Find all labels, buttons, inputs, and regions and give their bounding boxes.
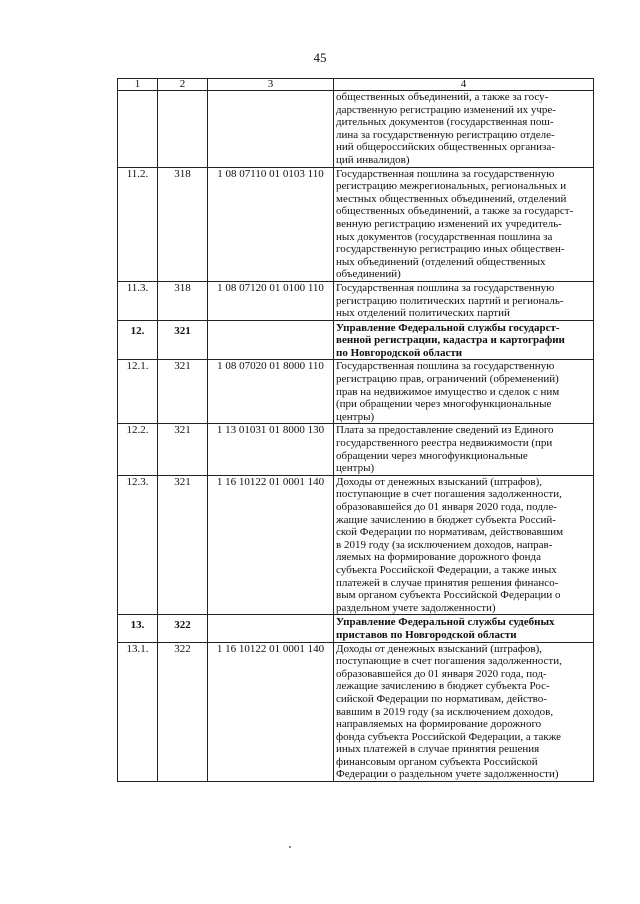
admin-code: 321 — [158, 320, 208, 360]
description-line: Государственная пошлина за государственную — [336, 167, 555, 180]
description-line: ской Федерации по нормативам, действовавшим — [336, 526, 564, 539]
description-line: (при обращении через многофункциональные — [336, 398, 552, 411]
table-section-row — [118, 615, 594, 642]
budget-revenue-table — [117, 78, 594, 782]
description-line: жащие зачислению в бюджет субъекта Россий- — [336, 513, 556, 526]
description-line: образовавшейся до 01 января 2020 года, под- — [336, 667, 547, 680]
budget-classification-code: 1 08 07120 01 0100 110 — [208, 281, 334, 320]
table-section-row — [118, 320, 594, 360]
row-number: 11.3. — [118, 281, 158, 320]
description-line: государственного реестра недвижимости (при — [336, 437, 553, 450]
scan-speck — [289, 846, 291, 848]
description-line: дительных документов (государственная пош- — [336, 116, 554, 129]
row-description — [334, 615, 594, 642]
admin-code: 321 — [158, 475, 208, 615]
row-number: 13. — [118, 615, 158, 642]
description-line: ляемых на формирование дорожного фонда — [336, 551, 541, 564]
description-line: ций инвалидов) — [336, 153, 410, 166]
description-line: вым органом субъекта Российской Федерации о — [336, 589, 561, 602]
row-number: 11.2. — [118, 167, 158, 281]
description-line: поступающие в счет погашения задолженности, — [336, 488, 562, 501]
description-line: государственную регистрацию иных обществен- — [336, 243, 565, 256]
table-row — [118, 424, 594, 475]
column-header: 3 — [208, 79, 334, 91]
column-header: 1 — [118, 79, 158, 91]
description-line: ных документов (государственная пошлина за — [336, 230, 553, 243]
row-description — [334, 320, 594, 360]
row-description — [334, 424, 594, 475]
description-line: ных объединений (отделений общественных — [336, 255, 546, 268]
admin-code: 318 — [158, 281, 208, 320]
budget-classification-code — [208, 320, 334, 360]
description-line: сийской Федерации по нормативам, действо- — [336, 692, 547, 705]
description-line: центры) — [336, 410, 375, 423]
budget-classification-code: 1 13 01031 01 8000 130 — [208, 424, 334, 475]
budget-classification-code: 1 16 10122 01 0001 140 — [208, 475, 334, 615]
description-line: объединений) — [336, 268, 401, 281]
description-line: обращении через многофункциональные — [336, 449, 528, 462]
admin-code: 322 — [158, 642, 208, 782]
column-header: 2 — [158, 79, 208, 91]
description-line: регистрацию политических партий и региональ- — [336, 294, 564, 307]
admin-code — [158, 91, 208, 168]
table-row — [118, 91, 594, 168]
column-header: 4 — [334, 79, 594, 91]
row-number: 12.1. — [118, 360, 158, 424]
row-number: 13.1. — [118, 642, 158, 782]
description-line: по Новгородской области — [336, 346, 463, 359]
description-line: вавшим в 2019 году (за исключением доходов, — [336, 705, 554, 718]
description-line: Плата за предоставление сведений из Единого — [336, 424, 554, 437]
budget-classification-code: 1 16 10122 01 0001 140 — [208, 642, 334, 782]
description-line: направляемых на формирование дорожного — [336, 718, 542, 731]
table-row — [118, 167, 594, 281]
table-row — [118, 281, 594, 320]
row-number — [118, 91, 158, 168]
table-body — [118, 91, 594, 782]
description-line: лежащие зачислению в бюджет субъекта Рос- — [336, 680, 550, 693]
description-line: фонда субъекта Российской Федерации, а также — [336, 730, 562, 743]
description-line: иных платежей в случае принятия решения — [336, 743, 540, 756]
description-line: Управление Федеральной службы судебных — [336, 616, 555, 629]
row-description — [334, 475, 594, 615]
description-line: регистрацию межрегиональных, региональных и — [336, 180, 567, 193]
budget-classification-code — [208, 91, 334, 168]
description-line: общественных объединений, а также за госу- — [336, 91, 549, 103]
description-line: раздельном учете задолженности) — [336, 601, 496, 614]
description-line: Государственная пошлина за государственную — [336, 360, 555, 373]
row-description — [334, 642, 594, 782]
admin-code: 321 — [158, 360, 208, 424]
description-line: платежей в случае принятия решения финансо- — [336, 576, 559, 589]
description-line: образовавшейся до 01 января 2020 года, подле- — [336, 501, 557, 513]
description-line: финансовым органом субъекта Российской — [336, 755, 538, 768]
admin-code: 318 — [158, 167, 208, 281]
description-line: приставов по Новгородской области — [336, 628, 517, 641]
description-line: поступающие в счет погашения задолженности, — [336, 655, 562, 668]
description-line: общественных объединений, а также за государст- — [336, 205, 574, 218]
description-line: венной регистрации, кадастра и картографии — [336, 334, 565, 347]
budget-classification-code: 1 08 07110 01 0103 110 — [208, 167, 334, 281]
table-row — [118, 360, 594, 424]
description-line: субъекта Российской Федерации, а также иных — [336, 563, 557, 576]
row-number: 12. — [118, 320, 158, 360]
description-line: Федерации о раздельном учете задолженности) — [336, 768, 559, 781]
page-number: 45 — [313, 50, 327, 65]
description-line: Управление Федеральной службы государст- — [336, 321, 560, 334]
description-line: прав на недвижимое имущество и сделок с ним — [336, 385, 560, 398]
description-line: Государственная пошлина за государственную — [336, 281, 555, 294]
description-line: лина за государственную регистрацию отделе- — [336, 128, 555, 141]
budget-classification-code — [208, 615, 334, 642]
row-number: 12.3. — [118, 475, 158, 615]
table-row — [118, 642, 594, 782]
admin-code: 322 — [158, 615, 208, 642]
row-description — [334, 167, 594, 281]
admin-code: 321 — [158, 424, 208, 475]
description-line: венную регистрацию изменений их учредитель- — [336, 217, 562, 230]
description-line: Доходы от денежных взысканий (штрафов), — [336, 475, 542, 488]
description-line: дарственную регистрацию изменений их учре- — [336, 103, 556, 116]
description-line: ний общероссийских общественных организа- — [336, 141, 555, 154]
row-description — [334, 91, 594, 168]
row-description — [334, 360, 594, 424]
row-number: 12.2. — [118, 424, 158, 475]
table-header-row — [118, 79, 594, 91]
description-line: регистрацию прав, ограничений (обременений) — [336, 373, 559, 386]
budget-classification-code: 1 08 07020 01 8000 110 — [208, 360, 334, 424]
table-row — [118, 475, 594, 615]
description-line: ных отделений политических партий — [336, 307, 510, 320]
description-line: Доходы от денежных взысканий (штрафов), — [336, 642, 542, 655]
description-line: в 2019 году (за исключением доходов, направ- — [336, 538, 553, 551]
description-line: местных общественных объединений, отделений — [336, 192, 567, 205]
description-line: центры) — [336, 462, 375, 475]
row-description — [334, 281, 594, 320]
